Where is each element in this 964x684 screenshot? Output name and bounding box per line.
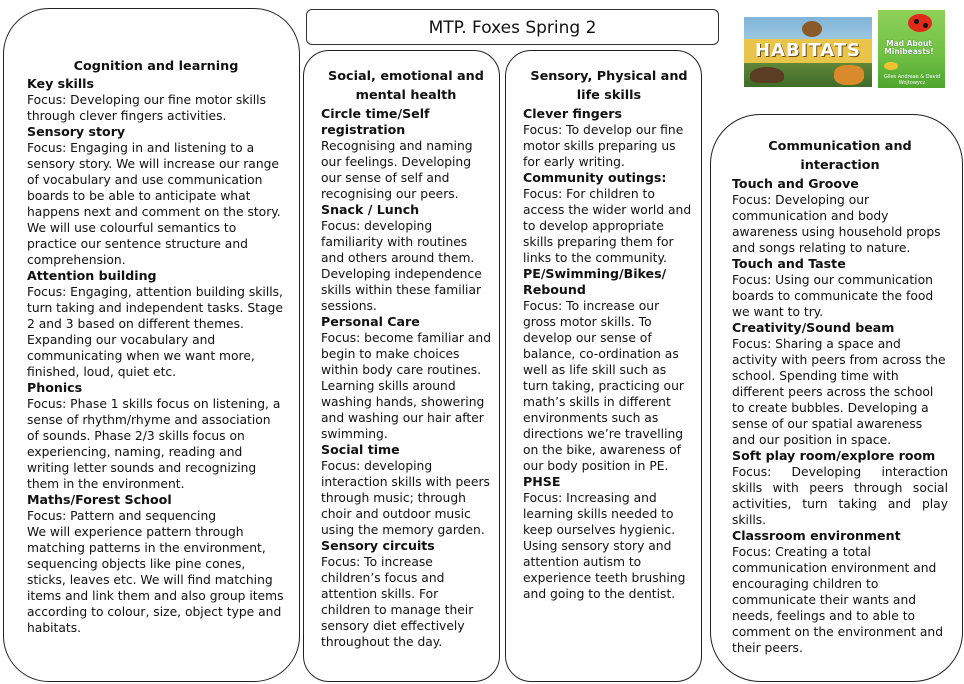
panel-title: Sensory, Physical and life skills bbox=[530, 69, 688, 103]
section-heading: Touch and Groove bbox=[732, 176, 859, 191]
section-heading: Personal Care bbox=[321, 314, 420, 329]
section-heading: Sensory story bbox=[27, 124, 126, 139]
section-text: We will experience pattern through matching patterns in the environment, sequencing objects like pine cones, sticks, leaves etc. We will find matching items and link them and also group items according to colour, size, object type and habitats. bbox=[27, 525, 284, 635]
minibeasts-cover-authors: Giles Andreae & David Wojtowycz bbox=[883, 74, 941, 86]
section-heading: Community outings: bbox=[523, 170, 667, 185]
section-text: Focus: To increase our gross motor skills. To develop our sense of balance, co-ordination as well as life skill such as turn taking, practicing our math’s skills in different environments such as directions we’re travelling on the bike, awareness of our body position in PE. bbox=[523, 299, 684, 473]
section-heading: PHSE bbox=[523, 474, 561, 489]
section-heading: Touch and Taste bbox=[732, 256, 846, 271]
section-heading: Classroom environment bbox=[732, 528, 901, 543]
minibeasts-book-cover bbox=[878, 10, 945, 88]
section-text: Focus: Developing interaction skills with peers through social activities, turn taking and play skills. bbox=[732, 465, 948, 527]
section-text: Focus: become familiar and begin to make choices within body care routines. Learning skills around washing hands, showering and washing our hair after swimming. bbox=[321, 331, 492, 441]
section-text: Focus: Engaging in and listening to a sensory story. We will increase our range of vocabulary and use communication boards to be able to anticipate what happens next and comment on the story. We will use colourful semantics to practice our sentence structure and comprehension. bbox=[27, 141, 281, 267]
section-text: Recognising and naming our feelings. Developing our sense of self and recognising our peers. bbox=[321, 139, 473, 201]
section-heading: Maths/Forest School bbox=[27, 492, 172, 507]
section-text: Focus: Developing our fine motor skills through clever fingers activities. bbox=[27, 93, 267, 123]
section-text: Focus: developing familiarity with routines and others around them. Developing independence skills within these familiar sessions. bbox=[321, 219, 482, 313]
habitats-cover-title: HABITATS bbox=[754, 40, 862, 61]
section-text: Focus: To develop our fine motor skills preparing us for early writing. bbox=[523, 123, 684, 169]
ladybird-spot bbox=[923, 23, 928, 28]
section-text: Focus: Developing our communication and body awareness using household props and songs relating to nature. bbox=[732, 193, 941, 255]
animal-illustration bbox=[750, 67, 784, 83]
animal-illustration bbox=[834, 65, 864, 85]
panel-title: Communication and interaction bbox=[768, 139, 912, 173]
section-text: Focus: Sharing a space and activity with peers from across the school. Spending time with different peers across the school to create bubbles. Developing a sense of our spatial awareness and our position in space. bbox=[732, 337, 946, 447]
panel-title: Social, emotional and mental health bbox=[328, 69, 484, 103]
section-text: Focus: Phase 1 skills focus on listening, a sense of rhythm/rhyme and association of sounds. Phase 2/3 skills focus on experiencing, naming, reading and writing letter sounds and recognizing them in the environment. bbox=[27, 397, 281, 491]
section-text: Focus: Increasing and learning skills needed to keep ourselves hygienic. Using sensory story and attention autism to experience teeth brushing and going to the dentist. bbox=[523, 491, 686, 601]
ladybird-spot bbox=[914, 19, 919, 24]
bug-illustration bbox=[884, 62, 898, 70]
section-text: Focus: developing interaction skills with peers through music; through choir and outdoor music using the memory garden. bbox=[321, 459, 490, 537]
section-text: Focus: Pattern and sequencing bbox=[27, 509, 217, 523]
section-heading: Key skills bbox=[27, 76, 94, 91]
section-heading: Snack / Lunch bbox=[321, 202, 420, 217]
section-text: Focus: To increase children’s focus and attention skills. For children to manage their sensory diet effectively throughout the day. bbox=[321, 555, 474, 649]
section-heading: Creativity/Sound beam bbox=[732, 320, 895, 335]
section-text: Focus: For children to access the wider world and to develop appropriate skills preparing them for links to the community. bbox=[523, 187, 692, 265]
cognition-learning-panel bbox=[3, 8, 300, 682]
page-title: MTP. Foxes Spring 2 bbox=[306, 9, 719, 45]
sensory-physical-panel bbox=[505, 50, 702, 682]
panel-title: Cognition and learning bbox=[73, 59, 239, 74]
section-text: Focus: Engaging, attention building skills, turn taking and independent tasks. Stage 2 and 3 based on different themes. Expanding our vocabulary and communicating when we want more, finished, loud, quiet etc. bbox=[27, 285, 283, 379]
section-text: Focus: Using our communication boards to communicate the food we want to try. bbox=[732, 273, 934, 319]
section-heading: Clever fingers bbox=[523, 106, 623, 121]
minibeasts-cover-title: Mad About Minibeasts! bbox=[884, 39, 934, 56]
social-emotional-panel bbox=[303, 50, 500, 682]
section-heading: Social time bbox=[321, 442, 400, 457]
communication-interaction-panel bbox=[710, 114, 963, 682]
ladybird-illustration bbox=[908, 14, 932, 32]
section-heading: Sensory circuits bbox=[321, 538, 435, 553]
section-heading: Phonics bbox=[27, 380, 83, 395]
section-heading: PE/Swimming/Bikes/ Rebound bbox=[523, 266, 667, 297]
section-heading: Soft play room/explore room bbox=[732, 448, 936, 463]
section-heading: Attention building bbox=[27, 268, 157, 283]
animal-illustration bbox=[802, 21, 822, 37]
section-heading: Circle time/Self registration bbox=[321, 106, 430, 137]
habitats-book-cover bbox=[744, 17, 872, 87]
section-text: Focus: Creating a total communication environment and encouraging children to communicate their wants and needs, feelings and to able to comment on the environment and their peers. bbox=[732, 545, 944, 655]
